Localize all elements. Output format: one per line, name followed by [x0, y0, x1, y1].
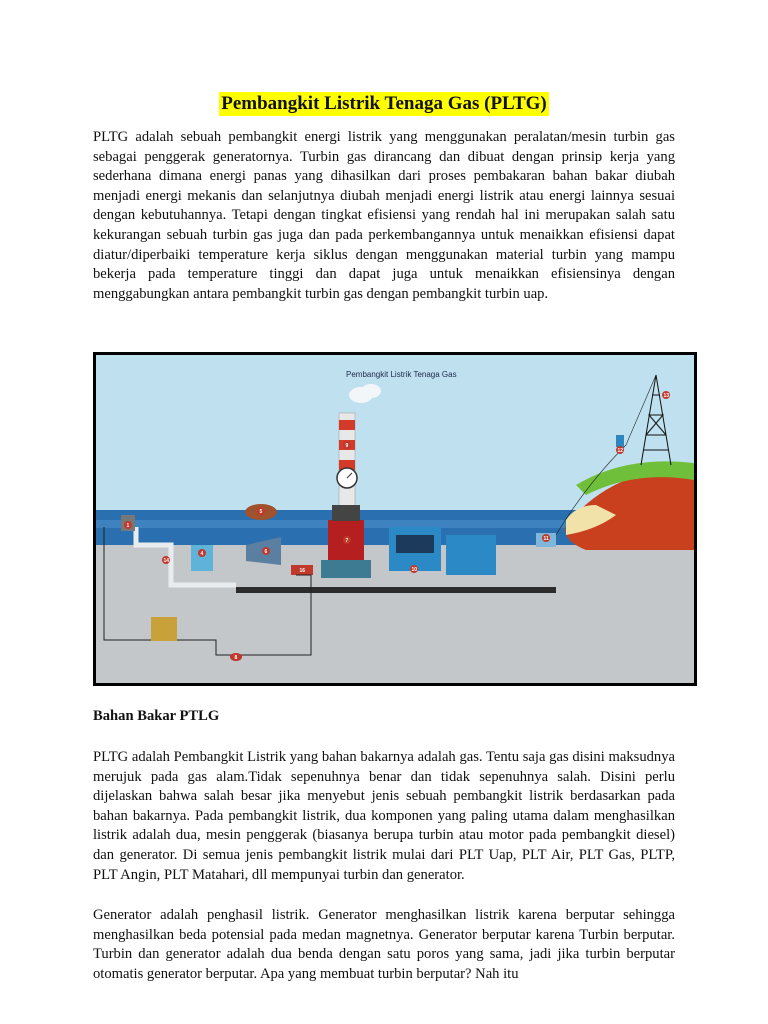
component-6-label: 6	[264, 549, 268, 555]
figure-title: Pembangkit Listrik Tenaga Gas	[346, 370, 457, 379]
component-7-label: 7	[345, 538, 349, 544]
pltg-diagram-figure	[93, 352, 697, 686]
compressor-tank	[191, 545, 213, 571]
intro-paragraph: PLTG adalah sebuah pembangkit energi listrik yang menggunakan peralatan/mesin turbin gas sebagai penggerak generatornya. Turbin gas dirancang dan dibuat dengan prinsip kerja yang sederhana dimana energi panas yang dihasilkan dari proses pembakaran bahan bakar diubah menjadi energi mekanis dan selanjutnya diubah menjadi energi listrik atau energi lainnya sesuai dengan kebutuhannya. Tetapi dengan tingkat efisiensi yang rendah hal ini merupakan salah satu kekurangan sebuah turbin gas juga dan pada perkembangannya untuk menaikkan efisiensi dapat diatur/diperbaiki temperature kerja siklus dengan menggunakan material turbin yang mampu bekerja pada temperature tinggi dan dapat juga untuk menaikkan efisiensinya dengan menggabungkan antara pembangkit turbin gas dengan pembangkit turbin uap.	[93, 129, 675, 302]
generator-paragraph: Generator adalah penghasil listrik. Generator menghasilkan listrik karena berputar sehingga menghasilkan beda potensial pada medan magnetnya. Generator berputar karena Turbin berputar. Turbin dan generator adalah dua benda dengan satu poros yang sama, jadi jika turbin berputar otomatis generator berputar. Apa yang membuat turbin berputar? Nah itu	[93, 907, 675, 982]
base-platform	[236, 587, 556, 593]
component-10-label: 10	[411, 567, 418, 573]
component-16-label: 16	[299, 568, 306, 574]
generator	[446, 535, 496, 575]
component-9-label: 9	[345, 443, 349, 449]
component-1-label: 1	[126, 523, 130, 529]
component-11-label: 11	[543, 536, 549, 542]
gas-supply-tank	[151, 617, 177, 641]
component-8-label: 8	[234, 655, 238, 661]
fuel-paragraph: PLTG adalah Pembangkit Listrik yang bahan bakarnya adalah gas. Tentu saja gas disini maksudnya merujuk pada gas alam.Tidak sepenuhnya benar dan tidak sepenuhnya salah. Disini perlu dijelaskan bahwa salah besar jika menyebut jenis sebuah pembangkit listrik berdasarkan pada bahan bakarnya. Pada pembangkit listrik, dua komponen yang paling utama dalam menghasilkan listrik adalah dua, mesin penggerak (biasanya berupa turbin atau motor pada pembangkit diesel) dan generator. Di semua jenis pembangkit listrik mulai dari PLT Uap, PLT Air, PLT Gas, PLTP, PLT Angin, PLT Matahari, dll mempunyai turbin dan generator.	[93, 749, 675, 883]
component-14-label: 14	[163, 558, 170, 564]
component-12-label: 12	[617, 448, 624, 454]
section-heading: Bahan Bakar PTLG	[93, 708, 220, 724]
page-title: Pembangkit Listrik Tenaga Gas (PLTG)	[221, 93, 547, 114]
component-13-label: 13	[663, 393, 670, 399]
title-container	[0, 92, 768, 116]
pltg-diagram	[96, 355, 694, 683]
component-4-label: 4	[200, 551, 204, 557]
component-5-label: 5	[259, 509, 263, 515]
